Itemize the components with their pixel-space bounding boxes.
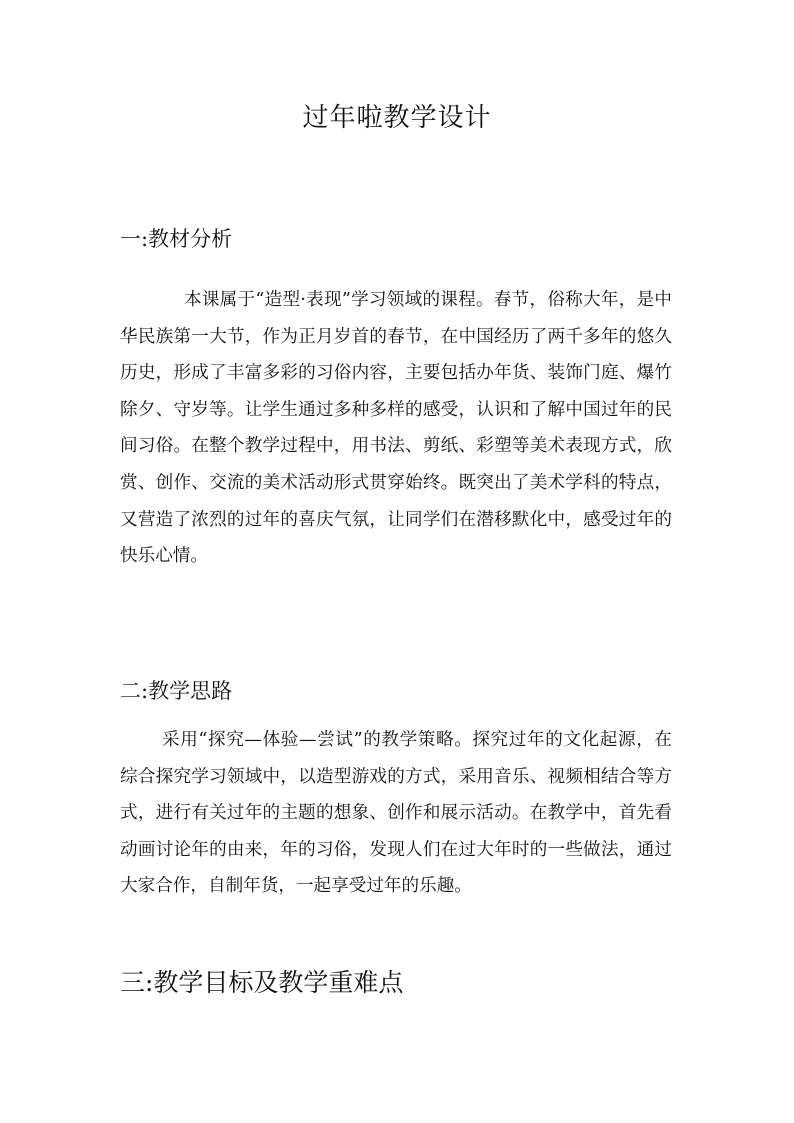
paragraph-text: 本课属于“造型·表现”学习领域的课程。春节，俗称大年，是中华民族第一大节，作为正月岁首的春节，在中国经历了两千多年的悠久历史，形成了丰富多彩的习俗内容，主要包括办年货、装饰门庭、爆竹除夕、守岁等。让学生通过多种多样的感受，认识和了解中国过年的民间习俗。在整个教学过程中，用书法、剪纸、彩塑等美术表现方式，欣赏、创作、交流的美术活动形式贯穿始终。既突出了美术学科的特点，又营造了浓烈的过年的喜庆气氛，让同学们在潜移默化中，感受过年的快乐心情。: [120, 290, 672, 567]
section-heading-teaching-goals: 三:教学目标及教学重难点: [120, 968, 404, 997]
paragraph-text: 采用“探究—体验—尝试”的教学策略。探究过年的文化起源，在综合探究学习领域中，以造型游戏的方式，采用音乐、视频相结合等方式，进行有关过年的主题的想象、创作和展示活动。在教学中，首先看动画讨论年的由来，年的习俗，发现人们在过大年时的一些做法，通过大家合作，自制年货，一起享受过年的乐趣。: [120, 730, 672, 897]
section-heading-teaching-approach: 二:教学思路: [120, 679, 233, 703]
document-title: 过年啦教学设计: [302, 103, 492, 133]
section-heading-textbook-analysis: 一:教材分析: [120, 227, 233, 251]
section-paragraph-textbook-analysis: [120, 282, 672, 575]
section-paragraph-teaching-approach: [120, 722, 672, 905]
